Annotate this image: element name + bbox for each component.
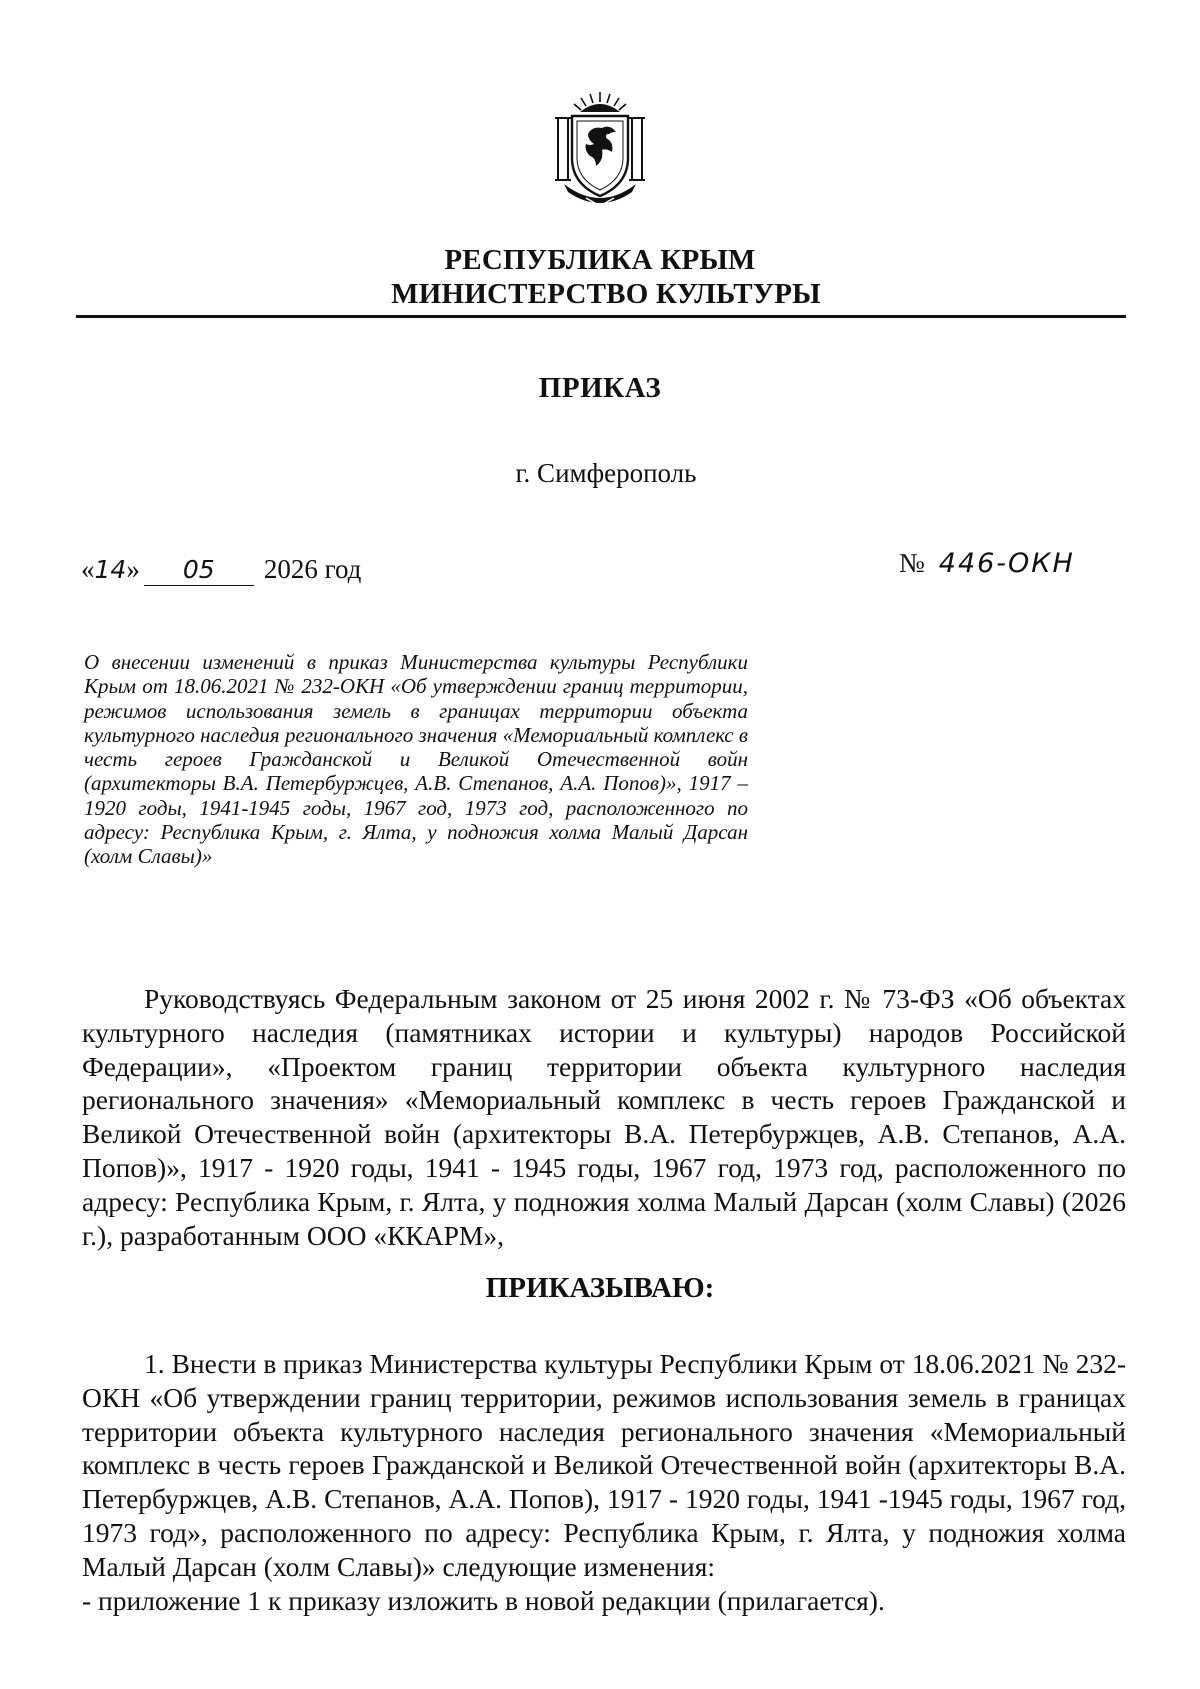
date-year: 2026 год <box>263 554 362 584</box>
order-item-1-subitem: - приложение 1 к приказу изложить в новой редакции (прилагается). <box>82 1585 885 1616</box>
document-title: ПРИКАЗ <box>538 372 662 404</box>
date-day: 14 <box>94 555 127 584</box>
ministry-header-ministry: МИНИСТЕРСТВО КУЛЬТУРЫ <box>391 278 821 310</box>
header-divider <box>76 315 1126 318</box>
document-subject: О внесении изменений в приказ Министерства культуры Республики Крым от 18.06.2021 № 232-ОКН «Об утверждении границ территории, режимов использования земель в границах территории объекта культурного наследия регионального значения «Мемориальный комплекс в честь героев Гражданской и Великой Отечественной войн (архитекторы В.А. Петербуржцев, А.В. Степанов, А.А. Попов)», 1917 – 1920 годы, 1941-1945 годы, 1967 год, 1973 год, расположенного по адресу: Республика Крым, г. Ялта, у подножия холма Малый Дарсан (холм Славы)» <box>84 650 748 869</box>
date-month: 05 <box>182 555 215 584</box>
document-city: г. Симферополь <box>515 458 697 488</box>
order-item-1: 1. Внести в приказ Министерства культуры Республики Крым от 18.06.2021 № 232-ОКН «Об утверждении границ территории, режимов использования земель в границах территории объекта культурного наследия регионального значения «Мемориальный комплекс в честь героев Гражданской и Великой Отечественной войн (архитекторы В.А. Петербуржцев, А.В. Степанов, А.А. Попов), 1917 - 1920 годы, 1941 -1945 годы, 1967 год, 1973 год», расположенного по адресу: Республика Крым, г. Ялта, у подножия холма Малый Дарсан (холм Славы)» следующие изменения: <box>82 1348 1126 1582</box>
number-value: 446-ОКН <box>938 548 1075 579</box>
preamble-paragraph: Руководствуясь Федеральным законом от 25 июня 2002 г. № 73-ФЗ «Об объектах культурного наследия (памятниках истории и культуры) народов Российской Федерации», «Проектом границ территории объекта культурного наследия регионального значения» «Мемориальный комплекс в честь героев Гражданской и Великой Отечественной войн (архитекторы В.А. Петербуржцев, А.В. Степанов, А.А. Попов)», 1917 - 1920 годы, 1941 - 1945 годы, 1967 год, 1973 год, расположенного по адресу: Республика Крым, г. Ялта, у подножия холма Малый Дарсан (холм Славы) (2026 г.), разработанным ООО «ККАРМ», <box>82 983 1126 1251</box>
document-date <box>81 554 361 586</box>
date-open-quote: « <box>81 554 95 584</box>
crimea-coat-of-arms-icon <box>546 88 654 208</box>
number-sign: № <box>899 548 925 578</box>
ministry-header-republic: РЕСПУБЛИКА КРЫМ <box>444 244 756 276</box>
order-heading: ПРИКАЗЫВАЮ: <box>485 1272 715 1304</box>
document-number <box>899 548 1075 579</box>
date-close-quote: » <box>126 554 140 584</box>
